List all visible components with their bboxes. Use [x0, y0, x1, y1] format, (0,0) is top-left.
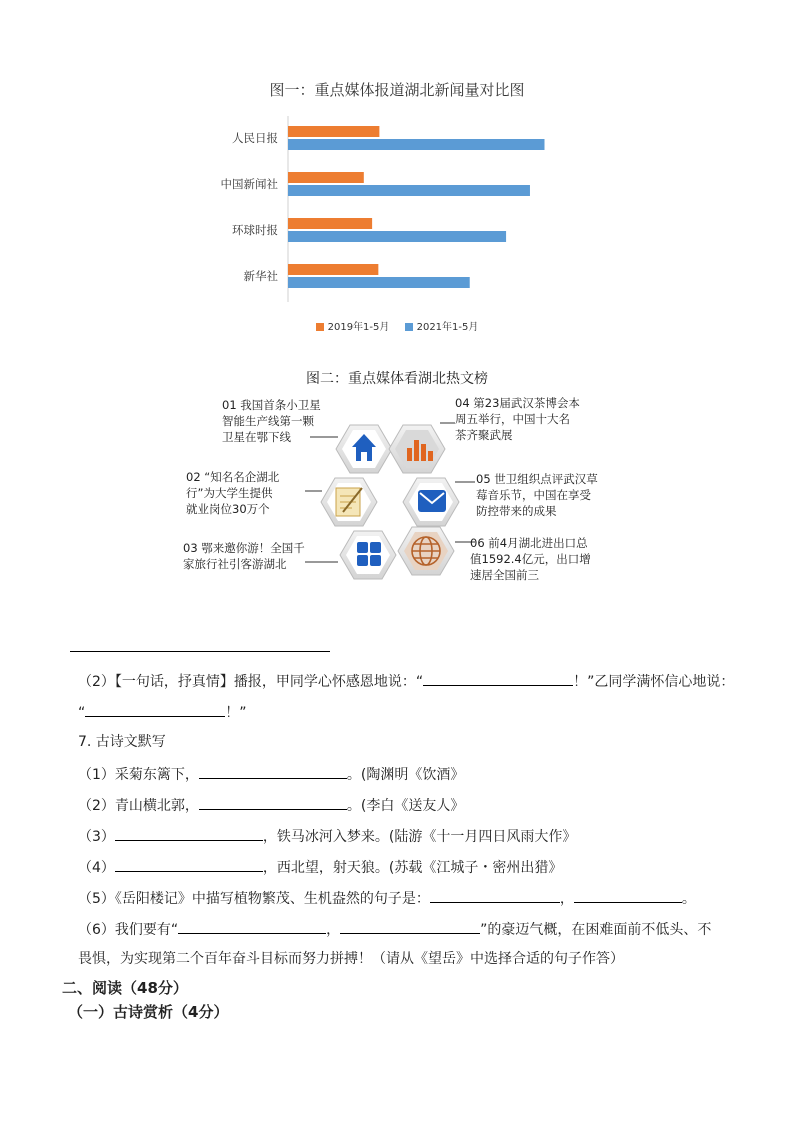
hot-item-06-line3: 速居全国前三 [470, 568, 539, 582]
answer-blank[interactable] [115, 825, 263, 841]
hexagon-03 [340, 531, 396, 579]
question-7-title: 7. 古诗文默写 [78, 734, 166, 750]
hot-item-01-line3: 卫星在鄂下线 [222, 430, 291, 444]
chart1-title: 图一：重点媒体报道湖北新闻量对比图 [269, 81, 525, 99]
hot-item-06-line2: 值1592.4亿元，出口增 [470, 552, 591, 566]
question-7-2 [78, 794, 464, 816]
q7-6-prompt: （6）我们要有“ [78, 922, 179, 938]
legend-label-2021: 2021年1-5月 [416, 322, 479, 333]
answer-blank[interactable] [199, 794, 347, 810]
q6-2-mid: ！”乙同学满怀信心地说： [573, 674, 735, 690]
answer-blank[interactable] [85, 701, 225, 717]
document-icon [336, 488, 362, 516]
hot-item-04 [455, 395, 580, 443]
category-label: 新华社 [243, 269, 278, 283]
question-7-3 [78, 825, 576, 847]
hexagon-06 [398, 527, 454, 575]
answer-blank[interactable] [199, 763, 347, 779]
hot-item-01 [222, 397, 321, 445]
hot-item-05 [476, 471, 598, 519]
q7-5-comma: ， [559, 891, 574, 907]
q7-1-prompt: （1）采菊东篱下， [78, 767, 199, 783]
separator-line [70, 651, 330, 652]
hexagon-05 [403, 478, 459, 526]
section-2-1-heading: （一）古诗赏析（4分） [68, 1003, 229, 1021]
q6-2-open-quote: “ [78, 705, 86, 721]
legend-label-2019: 2019年1-5月 [327, 322, 390, 333]
category-label: 环球时报 [232, 223, 278, 237]
q7-3-number: （3） [78, 829, 115, 845]
hot-item-05-line3: 防控带来的成果 [476, 504, 557, 518]
hot-item-02-line3: 就业岗位30万个 [186, 502, 270, 516]
question-7-4 [78, 856, 562, 878]
question-7-1 [78, 763, 464, 785]
question-6-2-line2 [78, 701, 247, 723]
hot-item-03-line1: 03 鄂来邀你游！全国千 [183, 541, 305, 555]
hot-item-04-line1: 04 第23届武汉茶博会本 [455, 396, 580, 410]
q7-4-number: （4） [78, 860, 115, 876]
hot-item-01-line1: 01 我国首条小卫星 [222, 398, 321, 412]
q7-5-period: 。 [681, 891, 696, 907]
hot-item-06 [470, 535, 591, 583]
mail-icon [418, 490, 446, 512]
hot-item-04-line3: 茶齐聚武展 [455, 428, 513, 442]
hot-item-02-line2: 行”为大学生提供 [186, 486, 273, 500]
answer-blank[interactable] [430, 887, 560, 903]
hexagon-01 [336, 425, 392, 473]
hot-item-06-line1: 06 前4月湖北进出口总 [470, 536, 588, 550]
q7-2-source: 。(李白《送友人》 [346, 798, 465, 814]
hot-item-03 [183, 540, 305, 572]
chart2-title: 图二：重点媒体看湖北热文榜 [306, 371, 488, 387]
hot-item-04-line2: 周五举行，中国十大名 [455, 412, 570, 426]
section-2-heading: 二、阅读（48分） [62, 979, 188, 997]
answer-blank[interactable] [340, 918, 480, 934]
category-label: 中国新闻社 [220, 177, 278, 191]
hot-item-05-line2: 莓音乐节，中国在享受 [476, 488, 591, 502]
q7-6-text: ”的豪迈气概，在困难面前不低头、不 [480, 922, 712, 938]
q7-6-comma: ， [326, 922, 341, 938]
hot-item-01-line2: 智能生产线第一颗 [222, 414, 314, 428]
q7-5-prompt: （5）《岳阳楼记》中描写植物繁茂、生机盎然的句子是： [78, 891, 430, 907]
hexagon-02 [321, 478, 377, 526]
q6-2-end: ！” [225, 705, 247, 721]
hot-item-02-line1: 02 “知名名企湖北 [186, 470, 280, 484]
question-6-2 [78, 670, 734, 692]
hot-item-02 [186, 469, 279, 517]
question-7-6-line2: 畏惧，为实现第二个百年奋斗目标而努力拼搏！（请从《望岳》中选择合适的句子作答） [78, 951, 624, 967]
category-label: 人民日报 [232, 131, 278, 145]
hot-item-05-line1: 05 世卫组织点评武汉草 [476, 472, 598, 486]
question-7-5 [78, 887, 696, 909]
question-7-6 [78, 918, 711, 940]
answer-blank[interactable] [178, 918, 326, 934]
answer-blank[interactable] [115, 856, 263, 872]
q7-3-text: ，铁马冰河入梦来。(陆游《十一月四日风雨大作》 [262, 829, 577, 845]
answer-blank[interactable] [574, 887, 682, 903]
q6-2-prompt: （2）【一句话，抒真情】播报，甲同学心怀感恩地说：“ [78, 674, 424, 690]
answer-blank[interactable] [423, 670, 573, 686]
q7-4-text: ，西北望，射天狼。(苏载《江城子・密州出猎》 [262, 860, 563, 876]
hot-item-03-line2: 家旅行社引客游湖北 [183, 557, 287, 571]
q7-2-prompt: （2）青山横北郭， [78, 798, 199, 814]
q7-1-source: 。(陶渊明《饮酒》 [346, 767, 465, 783]
hexagon-04 [389, 425, 445, 473]
